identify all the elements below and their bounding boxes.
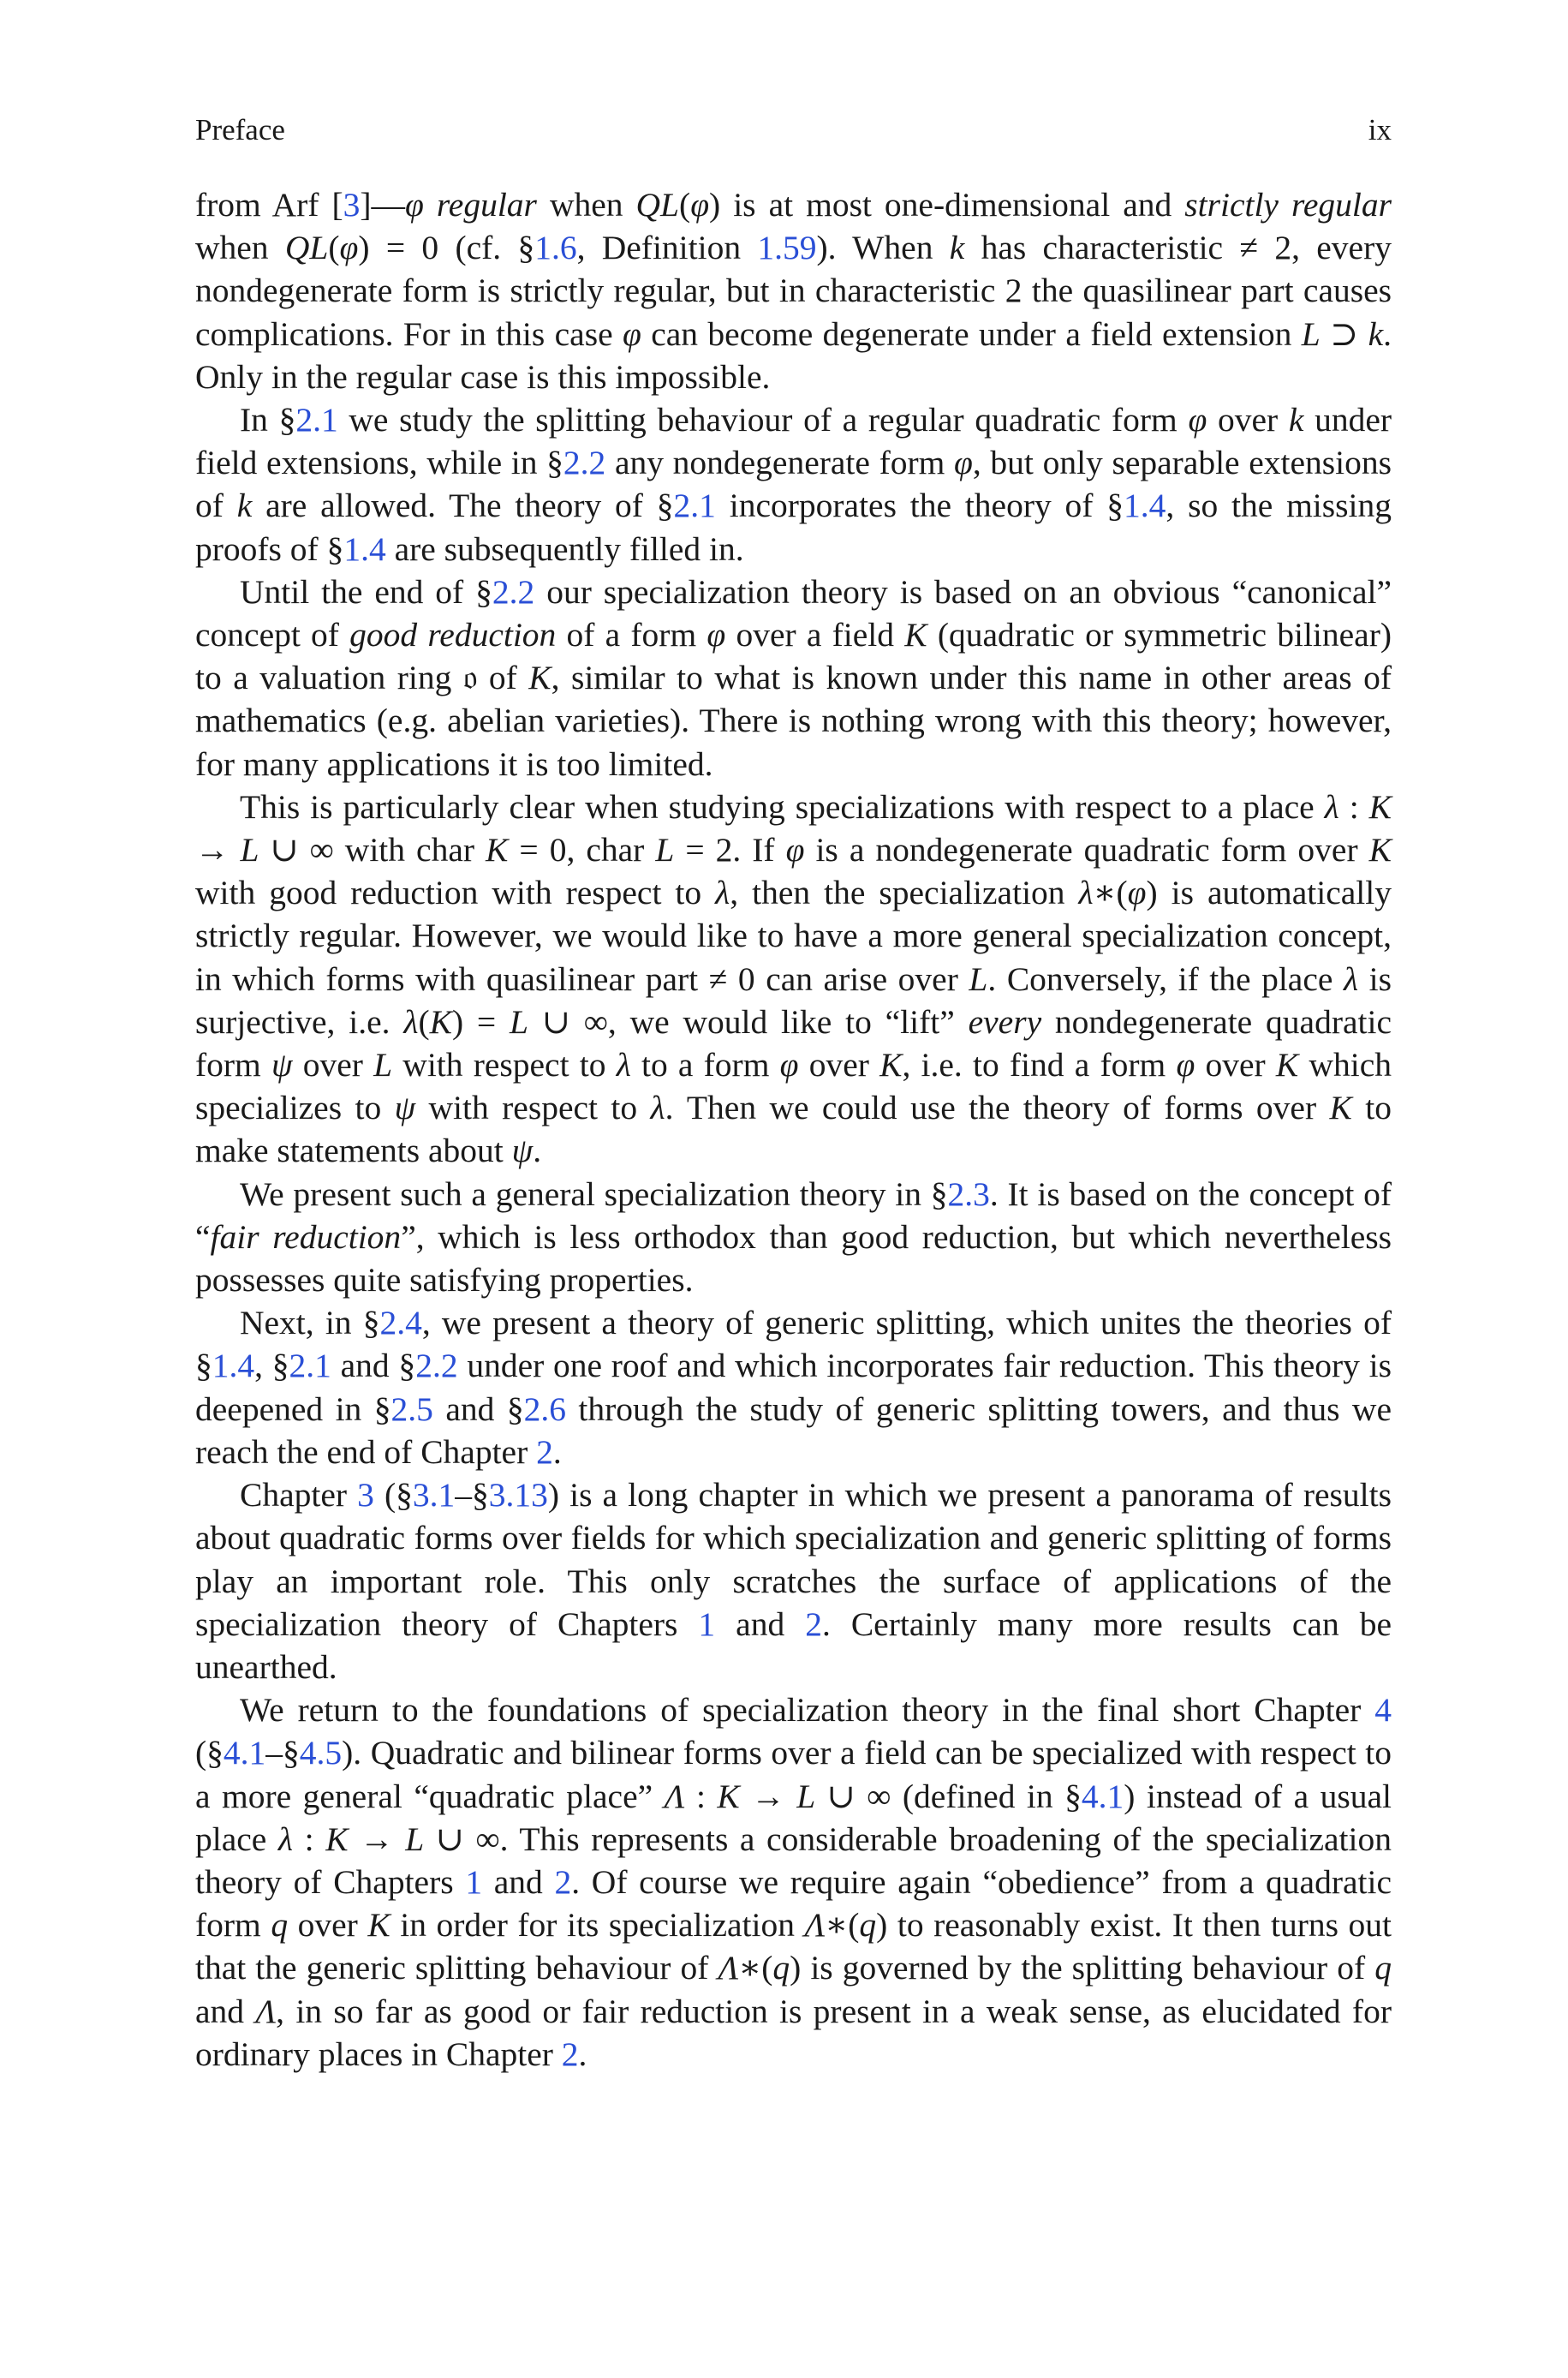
math-or-emphasis-text: strictly regular bbox=[1184, 186, 1392, 224]
text-run: any nondegenerate form bbox=[605, 444, 955, 482]
cross-reference-link[interactable]: 2 bbox=[554, 1862, 572, 1901]
math-or-emphasis-text: ψ bbox=[511, 1132, 534, 1170]
math-or-emphasis-text: φ bbox=[1127, 874, 1147, 912]
running-head bbox=[195, 113, 1392, 147]
paragraph bbox=[195, 1173, 1392, 1302]
math-or-emphasis-text: L bbox=[510, 1002, 528, 1041]
text-run: incorporates the theory of § bbox=[715, 487, 1124, 525]
text-run: –§ bbox=[265, 1734, 300, 1772]
cross-reference-link[interactable]: 4.1 bbox=[1081, 1777, 1124, 1815]
math-or-emphasis-text: φ bbox=[954, 444, 973, 482]
text-run: ∪ ∞ (defined in § bbox=[815, 1777, 1082, 1815]
cross-reference-link[interactable]: 2 bbox=[536, 1432, 553, 1471]
text-run: ∪ ∞. This represents a considerable broadening of the specialization theory of Chapters bbox=[195, 1819, 1392, 1901]
text-run: . It is based on the concept of “ bbox=[195, 1174, 1392, 1256]
text-run: (§ bbox=[195, 1734, 224, 1772]
text-run: ) is governed by the splitting behaviour of bbox=[790, 1949, 1375, 1987]
running-head-title: Preface bbox=[195, 113, 285, 146]
text-run: , i.e. to find a form bbox=[902, 1046, 1177, 1084]
math-or-emphasis-text: L bbox=[796, 1777, 816, 1815]
math-or-emphasis-text: Λ bbox=[255, 1992, 277, 2030]
text-run: ∗( bbox=[825, 1906, 860, 1945]
math-or-emphasis-text: q bbox=[772, 1949, 790, 1987]
text-run: → bbox=[195, 831, 241, 869]
text-run: and bbox=[482, 1862, 555, 1901]
cross-reference-link[interactable]: 2.2 bbox=[415, 1347, 458, 1385]
math-or-emphasis-text: k bbox=[1368, 314, 1384, 353]
text-run: Next, in § bbox=[240, 1304, 380, 1342]
math-or-emphasis-text: K bbox=[1368, 787, 1392, 826]
math-or-emphasis-text: λ bbox=[403, 1002, 419, 1041]
text-run: when bbox=[195, 229, 285, 267]
text-run: → bbox=[739, 1777, 797, 1815]
text-run: ]— bbox=[360, 186, 406, 224]
cross-reference-link[interactable]: 1.6 bbox=[534, 229, 577, 267]
text-run: , so the missing proofs of § bbox=[195, 487, 1392, 568]
text-run: (quadratic or symmetric bilinear) to a valuation ring 𝔬 of bbox=[195, 616, 1392, 697]
text-run: with respect to bbox=[415, 1089, 651, 1127]
paragraph bbox=[195, 1301, 1392, 1473]
text-run: In § bbox=[240, 401, 296, 439]
math-or-emphasis-text: L bbox=[373, 1046, 393, 1084]
text-run: → bbox=[348, 1819, 406, 1858]
math-or-emphasis-text: q bbox=[271, 1906, 289, 1945]
paragraph bbox=[195, 1688, 1392, 2076]
math-or-emphasis-text: λ bbox=[616, 1046, 631, 1084]
paragraph bbox=[195, 1473, 1392, 1688]
text-run: of a form bbox=[556, 616, 707, 654]
math-or-emphasis-text: φ bbox=[622, 314, 641, 353]
math-or-emphasis-text: ψ bbox=[271, 1046, 293, 1084]
text-run: (§ bbox=[373, 1476, 413, 1515]
text-run: ( bbox=[418, 1002, 430, 1041]
text-run: This is particularly clear when studying specializations with respect to a place bbox=[240, 787, 1325, 826]
body-text bbox=[195, 183, 1392, 2076]
text-run: , similar to what is known under this name in other areas of mathematics (e.g. abelian varieties). There is nothing wrong with this theory; however, for many applications it is too limited. bbox=[195, 659, 1392, 783]
math-or-emphasis-text: λ bbox=[1324, 787, 1339, 826]
text-run: over a field bbox=[725, 616, 905, 654]
text-run: are subsequently filled in. bbox=[385, 529, 744, 568]
math-or-emphasis-text: φ bbox=[1188, 401, 1207, 439]
math-or-emphasis-text: K bbox=[879, 1046, 903, 1084]
text-run: . Only in the regular case is this impossible. bbox=[195, 314, 1392, 396]
cross-reference-link[interactable]: 1.4 bbox=[1124, 487, 1166, 525]
math-or-emphasis-text: q bbox=[1374, 1949, 1392, 1987]
math-or-emphasis-text: fair reduction bbox=[210, 1217, 402, 1256]
text-run: . Of course we require again “obedience” from a quadratic form bbox=[195, 1862, 1392, 1945]
text-run: –§ bbox=[455, 1476, 489, 1515]
math-or-emphasis-text: λ bbox=[277, 1819, 294, 1858]
cross-reference-link[interactable]: 2.1 bbox=[673, 487, 716, 525]
math-or-emphasis-text: k bbox=[236, 487, 253, 525]
math-or-emphasis-text: K bbox=[1275, 1046, 1299, 1084]
text-run: We present such a general specialization theory in § bbox=[240, 1174, 948, 1213]
cross-reference-link[interactable]: 1.4 bbox=[212, 1347, 255, 1385]
text-run: are allowed. The theory of § bbox=[252, 487, 674, 525]
text-run: Until the end of § bbox=[240, 572, 492, 611]
math-or-emphasis-text: Λ bbox=[718, 1949, 739, 1987]
text-run: over bbox=[1207, 401, 1289, 439]
cross-reference-link[interactable]: 2.1 bbox=[295, 401, 338, 439]
text-run: through the study of generic splitting towers, and thus we reach the end of Chapter bbox=[195, 1389, 1392, 1471]
cross-reference-link[interactable]: 4.1 bbox=[223, 1734, 266, 1772]
math-or-emphasis-text: k bbox=[949, 229, 965, 267]
math-or-emphasis-text: K bbox=[367, 1906, 391, 1945]
text-run: ∗( bbox=[1093, 874, 1128, 912]
text-run: to a form bbox=[630, 1046, 780, 1084]
cross-reference-link[interactable]: 4 bbox=[1374, 1691, 1392, 1730]
math-or-emphasis-text: k bbox=[1288, 401, 1304, 439]
text-run: . Conversely, if the place bbox=[987, 959, 1344, 998]
cross-reference-link[interactable]: 4.5 bbox=[299, 1734, 343, 1772]
cross-reference-link[interactable]: 2 bbox=[805, 1604, 822, 1643]
text-run: , Definition bbox=[576, 229, 758, 267]
cross-reference-link[interactable]: 2.4 bbox=[379, 1304, 422, 1342]
text-run: under field extensions, while in § bbox=[195, 401, 1392, 482]
cross-reference-link[interactable]: 3.1 bbox=[412, 1476, 456, 1515]
math-or-emphasis-text: φ bbox=[779, 1046, 799, 1084]
math-or-emphasis-text: K bbox=[1329, 1089, 1352, 1127]
cross-reference-link[interactable]: 2.1 bbox=[289, 1347, 331, 1385]
text-run: over bbox=[288, 1906, 368, 1945]
text-run: over bbox=[798, 1046, 880, 1084]
text-run: is a nondegenerate quadratic form over bbox=[804, 831, 1369, 869]
text-run: We return to the foundations of specialization theory in the final short Chapter bbox=[240, 1691, 1375, 1730]
cross-reference-link[interactable]: 2.6 bbox=[523, 1389, 566, 1428]
math-or-emphasis-text: L bbox=[1301, 314, 1321, 353]
cross-reference-link[interactable]: 3 bbox=[357, 1476, 374, 1515]
text-run: ) is automatically strictly regular. However, we would like to have a more general specialization concept, in which forms with quasilinear part ≠ 0 can arise over bbox=[195, 874, 1392, 998]
text-run: . bbox=[552, 1432, 562, 1471]
cross-reference-link[interactable]: 2.2 bbox=[492, 572, 535, 611]
math-or-emphasis-text: λ bbox=[715, 874, 730, 912]
text-run: and bbox=[195, 1992, 256, 2030]
text-run: ( bbox=[679, 186, 691, 224]
cross-reference-link[interactable]: 2.5 bbox=[391, 1389, 433, 1428]
math-or-emphasis-text: φ regular bbox=[405, 186, 537, 224]
paragraph bbox=[195, 786, 1392, 1173]
math-or-emphasis-text: K bbox=[717, 1777, 740, 1815]
text-run: ⊃ bbox=[1320, 314, 1368, 353]
cross-reference-link[interactable]: 3 bbox=[343, 186, 361, 224]
math-or-emphasis-text: QL bbox=[635, 186, 680, 224]
text-run: and bbox=[715, 1604, 806, 1643]
math-or-emphasis-text: K bbox=[325, 1819, 349, 1858]
text-run: ) = 0 (cf. § bbox=[358, 229, 535, 267]
text-run: from Arf [ bbox=[195, 186, 343, 224]
text-run: with good reduction with respect to bbox=[195, 874, 716, 912]
cross-reference-link[interactable]: 2.2 bbox=[563, 444, 606, 482]
text-run: we study the splitting behaviour of a regular quadratic form bbox=[337, 401, 1189, 439]
math-or-emphasis-text: φ bbox=[339, 229, 359, 267]
paragraph bbox=[195, 571, 1392, 786]
text-run: Chapter bbox=[240, 1476, 358, 1515]
text-run: and § bbox=[432, 1389, 524, 1428]
cross-reference-link[interactable]: 1 bbox=[465, 1862, 483, 1901]
math-or-emphasis-text: K bbox=[904, 616, 927, 654]
math-or-emphasis-text: L bbox=[405, 1819, 425, 1858]
text-run: ) instead of a usual place bbox=[195, 1777, 1392, 1858]
math-or-emphasis-text: good reduction bbox=[349, 616, 557, 654]
cross-reference-link[interactable]: 2.3 bbox=[947, 1174, 990, 1213]
text-run: ”, which is less orthodox than good reduction, but which nevertheless possesses quite satisfying properties. bbox=[195, 1217, 1392, 1300]
text-run: . bbox=[533, 1132, 542, 1170]
paragraph bbox=[195, 398, 1392, 571]
text-run: under one roof and which incorporates fair reduction. This theory is deepened in § bbox=[195, 1347, 1392, 1428]
text-run: in order for its specialization bbox=[390, 1906, 805, 1945]
text-run: over bbox=[292, 1046, 374, 1084]
math-or-emphasis-text: Λ bbox=[664, 1777, 685, 1815]
math-or-emphasis-text: L bbox=[969, 959, 988, 998]
math-or-emphasis-text: K bbox=[429, 1002, 452, 1041]
text-run: = 2. If bbox=[674, 831, 786, 869]
math-or-emphasis-text: ψ bbox=[394, 1089, 416, 1127]
text-run: , § bbox=[254, 1347, 289, 1385]
cross-reference-link[interactable]: 1.4 bbox=[343, 529, 386, 568]
text-run: , in so far as good or fair reduction is present in a weak sense, as elucidated for ordinary places in Chapter bbox=[195, 1992, 1392, 2073]
text-run: ) is at most one-dimensional and bbox=[709, 186, 1185, 224]
math-or-emphasis-text: K bbox=[528, 659, 551, 697]
text-run: . Certainly many more results can be unearthed. bbox=[195, 1604, 1392, 1686]
text-run: ). When bbox=[816, 229, 950, 267]
paragraph bbox=[195, 183, 1392, 398]
text-run: , but only separable extensions of bbox=[195, 444, 1392, 525]
text-run: to make statements about bbox=[195, 1089, 1392, 1170]
text-run: and § bbox=[331, 1347, 416, 1385]
text-run: . bbox=[578, 2034, 587, 2073]
book-page bbox=[195, 113, 1392, 2076]
math-or-emphasis-text: φ bbox=[785, 831, 805, 869]
text-run: = 0, char bbox=[508, 831, 656, 869]
text-run: ) = bbox=[451, 1002, 510, 1041]
math-or-emphasis-text: φ bbox=[1176, 1046, 1195, 1084]
text-run: ∗( bbox=[738, 1949, 773, 1987]
text-run: , we present a theory of generic splitting, which unites the theories of § bbox=[195, 1304, 1392, 1385]
cross-reference-link[interactable]: 1 bbox=[698, 1604, 716, 1643]
math-or-emphasis-text: QL bbox=[284, 229, 329, 267]
text-run: ) is a long chapter in which we present a panorama of results about quadratic forms over fields for which specialization and generic splitting of forms play an important role. This only scratches the surface of applications of the specialization theory of Chapters bbox=[195, 1476, 1392, 1643]
text-run: which specializes to bbox=[195, 1046, 1392, 1127]
text-run: has characteristic ≠ 2, every nondegenerate form is strictly regular, but in characteristic 2 the quasilinear part causes complications. For in this case bbox=[195, 229, 1392, 353]
text-run: with respect to bbox=[392, 1046, 617, 1084]
text-run: over bbox=[1195, 1046, 1276, 1084]
cross-reference-link[interactable]: 3.13 bbox=[488, 1476, 548, 1515]
text-run: nondegenerate quadratic form bbox=[195, 1002, 1392, 1084]
math-or-emphasis-text: K bbox=[1368, 831, 1392, 869]
math-or-emphasis-text: φ bbox=[706, 616, 726, 654]
math-or-emphasis-text: every bbox=[968, 1002, 1042, 1041]
page-number: ix bbox=[1368, 113, 1392, 146]
text-run: : bbox=[1338, 787, 1369, 826]
text-run: ( bbox=[328, 229, 340, 267]
text-run: : bbox=[684, 1777, 718, 1815]
text-run: ) to reasonably exist. It then turns out that the generic splitting behaviour of bbox=[195, 1906, 1392, 1987]
math-or-emphasis-text: L bbox=[655, 831, 675, 869]
math-or-emphasis-text: φ bbox=[690, 186, 710, 224]
text-run: : bbox=[293, 1819, 326, 1858]
math-or-emphasis-text: Λ bbox=[804, 1906, 826, 1945]
math-or-emphasis-text: K bbox=[486, 831, 509, 869]
text-run: can become degenerate under a field extension bbox=[641, 314, 1302, 353]
text-run: when bbox=[536, 186, 636, 224]
text-run: . Then we could use the theory of forms over bbox=[665, 1089, 1330, 1127]
cross-reference-link[interactable]: 2 bbox=[561, 2034, 579, 2073]
math-or-emphasis-text: q bbox=[859, 1906, 877, 1945]
text-run: our specialization theory is based on an obvious “canonical” concept of bbox=[195, 572, 1392, 654]
text-run: ∪ ∞, we would like to “lift” bbox=[528, 1002, 969, 1041]
math-or-emphasis-text: λ bbox=[650, 1089, 665, 1127]
text-run: , then the specialization bbox=[730, 874, 1079, 912]
math-or-emphasis-text: λ bbox=[1343, 959, 1359, 998]
text-run: is surjective, i.e. bbox=[195, 959, 1392, 1041]
cross-reference-link[interactable]: 1.59 bbox=[757, 229, 817, 267]
math-or-emphasis-text: L bbox=[240, 831, 259, 869]
text-run: ). Quadratic and bilinear forms over a field can be specialized with respect to a more general “quadratic place” bbox=[195, 1734, 1392, 1815]
text-run: ∪ ∞ with char bbox=[259, 831, 486, 869]
math-or-emphasis-text: λ bbox=[1078, 874, 1094, 912]
